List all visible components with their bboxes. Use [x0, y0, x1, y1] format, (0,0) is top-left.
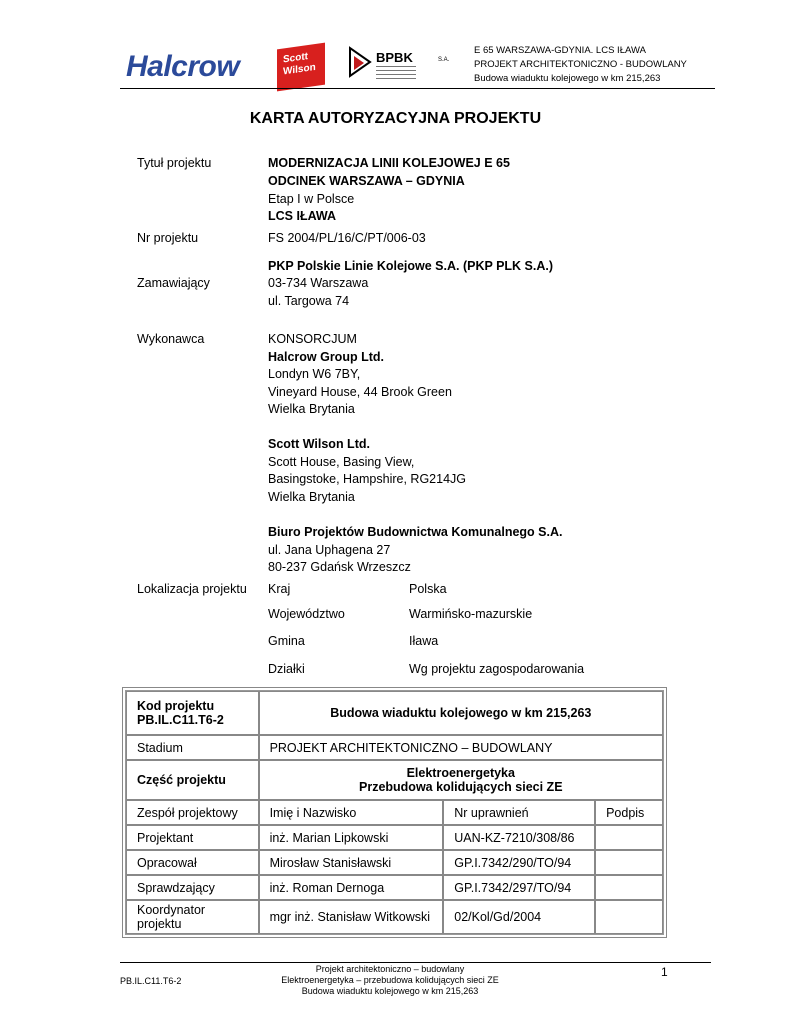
tytul-line: MODERNIZACJA LINII KOLEJOWEJ E 65	[268, 156, 510, 170]
footer-line: Projekt architektoniczno – budowlany	[315, 964, 465, 974]
header-divider	[120, 88, 715, 89]
zamawiajacy-line: 03-734 Warszawa	[268, 276, 369, 290]
header-info	[474, 44, 687, 86]
tytul-line: LCS IŁAWA	[268, 209, 337, 223]
project-authorization-table	[125, 690, 664, 935]
table-header-row	[126, 800, 663, 825]
wykonawca-line: KONSORCJUM	[268, 332, 357, 346]
wykonawca-line: 80-237 Gdańsk Wrzeszcz	[268, 560, 411, 574]
bpbk-logo-text: BPBK	[376, 50, 413, 65]
document-title: KARTA AUTORYZACYJNA PROJEKTU	[249, 110, 542, 127]
table-row	[126, 691, 663, 735]
tytul-line: Etap I w Polsce	[268, 192, 355, 206]
header-line: Budowa wiaduktu kolejowego w km 215,263	[474, 73, 661, 84]
license-cell: GP.I.7342/297/TO/94	[443, 875, 595, 900]
table-row	[126, 900, 663, 934]
zamawiajacy-line: PKP Polskie Linie Kolejowe S.A. (PKP PLK S.A.)	[268, 259, 554, 273]
lokalizacja-key: Kraj	[268, 582, 291, 596]
field-label-zamawiajacy: Zamawiający	[137, 276, 210, 290]
column-header: Imię i Nazwisko	[259, 800, 444, 825]
footer-divider	[120, 962, 711, 963]
project-name-cell: Budowa wiaduktu kolejowego w km 215,263	[259, 691, 663, 735]
footer-line: Elektroenergetyka – przebudowa kolidujących sieci ZE	[281, 975, 499, 985]
kod-projektu-label: Kod projektu	[137, 699, 215, 713]
scott-logo-text: Scott	[283, 51, 308, 66]
signature-cell	[595, 875, 663, 900]
czesc-projektu-label: Część projektu	[126, 760, 259, 800]
scott-wilson-logo	[277, 43, 325, 92]
field-label-wykonawca: Wykonawca	[137, 332, 205, 346]
nr-projektu-value: FS 2004/PL/16/C/PT/006-03	[268, 231, 426, 245]
footer-description	[250, 964, 530, 997]
person-cell: inż. Roman Dernoga	[259, 875, 444, 900]
bpbk-logo-lines	[376, 66, 416, 82]
license-cell: UAN-KZ-7210/308/86	[443, 825, 595, 850]
wykonawca-line: Basingstoke, Hampshire, RG214JG	[268, 472, 467, 486]
wykonawca-line: Halcrow Group Ltd.	[268, 350, 384, 364]
field-label-lokalizacja: Lokalizacja projektu	[137, 582, 247, 596]
role-cell: Koordynator projektu	[126, 900, 259, 934]
signature-cell	[595, 850, 663, 875]
wykonawca-line: Vineyard House, 44 Brook Green	[268, 385, 452, 399]
czesc-line: Przebudowa kolidujących sieci ZE	[359, 780, 563, 794]
table-row	[126, 825, 663, 850]
footer-project-code: PB.IL.C11.T6-2	[120, 976, 182, 986]
wykonawca-line: Wielka Brytania	[268, 402, 355, 416]
column-header: Nr uprawnień	[443, 800, 595, 825]
person-cell: inż. Marian Lipkowski	[259, 825, 444, 850]
wykonawca-line: Londyn W6 7BY,	[268, 367, 361, 381]
zamawiajacy-line: ul. Targowa 74	[268, 294, 350, 308]
wykonawca-line: Wielka Brytania	[268, 490, 355, 504]
stadium-label: Stadium	[126, 735, 259, 760]
czesc-projektu-value	[259, 760, 663, 800]
wykonawca-line: Biuro Projektów Budownictwa Komunalnego S.A.	[268, 525, 563, 539]
column-header: Zespół projektowy	[126, 800, 259, 825]
halcrow-logo: Halcrow	[126, 50, 240, 83]
czesc-line: Elektroenergetyka	[406, 766, 515, 780]
page-number: 1	[661, 965, 668, 979]
column-header: Podpis	[595, 800, 663, 825]
header-line: PROJEKT ARCHITEKTONICZNO - BUDOWLANY	[474, 59, 687, 70]
kod-projektu-cell	[126, 691, 259, 735]
lokalizacja-key: Gmina	[268, 634, 305, 648]
bpbk-mark-icon	[348, 44, 374, 78]
signature-cell	[595, 900, 663, 934]
lokalizacja-value: Warmińsko-mazurskie	[409, 607, 533, 621]
lokalizacja-value: Wg projektu zagospodarowania	[409, 662, 585, 676]
field-label-nr: Nr projektu	[137, 231, 199, 245]
wykonawca-line: ul. Jana Uphagena 27	[268, 543, 391, 557]
role-cell: Sprawdzający	[126, 875, 259, 900]
stadium-value: PROJEKT ARCHITEKTONICZNO – BUDOWLANY	[259, 735, 663, 760]
license-cell: 02/Kol/Gd/2004	[443, 900, 595, 934]
table-row	[126, 875, 663, 900]
lokalizacja-key: Działki	[268, 662, 305, 676]
lokalizacja-key: Województwo	[268, 607, 345, 621]
footer-line: Budowa wiaduktu kolejowego w km 215,263	[301, 986, 479, 996]
tytul-line: ODCINEK WARSZAWA – GDYNIA	[268, 174, 465, 188]
kod-projektu-value: PB.IL.C11.T6-2	[137, 713, 224, 727]
person-cell: mgr inż. Stanisław Witkowski	[259, 900, 444, 934]
bpbk-logo	[348, 44, 452, 90]
role-cell: Projektant	[126, 825, 259, 850]
role-cell: Opracował	[126, 850, 259, 875]
signature-cell	[595, 825, 663, 850]
wykonawca-line: Scott House, Basing View,	[268, 455, 415, 469]
lokalizacja-value: Polska	[409, 582, 447, 596]
wilson-logo-text: Wilson	[283, 61, 316, 78]
table-row	[126, 760, 663, 800]
wykonawca-line: Scott Wilson Ltd.	[268, 437, 370, 451]
field-label-tytul: Tytuł projektu	[137, 156, 212, 170]
table-row	[126, 850, 663, 875]
bpbk-logo-suffix: S.A.	[438, 57, 450, 63]
lokalizacja-value: Iława	[409, 634, 439, 648]
person-cell: Mirosław Stanisławski	[259, 850, 444, 875]
table-row	[126, 735, 663, 760]
header-line: E 65 WARSZAWA-GDYNIA. LCS IŁAWA	[474, 45, 646, 56]
license-cell: GP.I.7342/290/TO/94	[443, 850, 595, 875]
